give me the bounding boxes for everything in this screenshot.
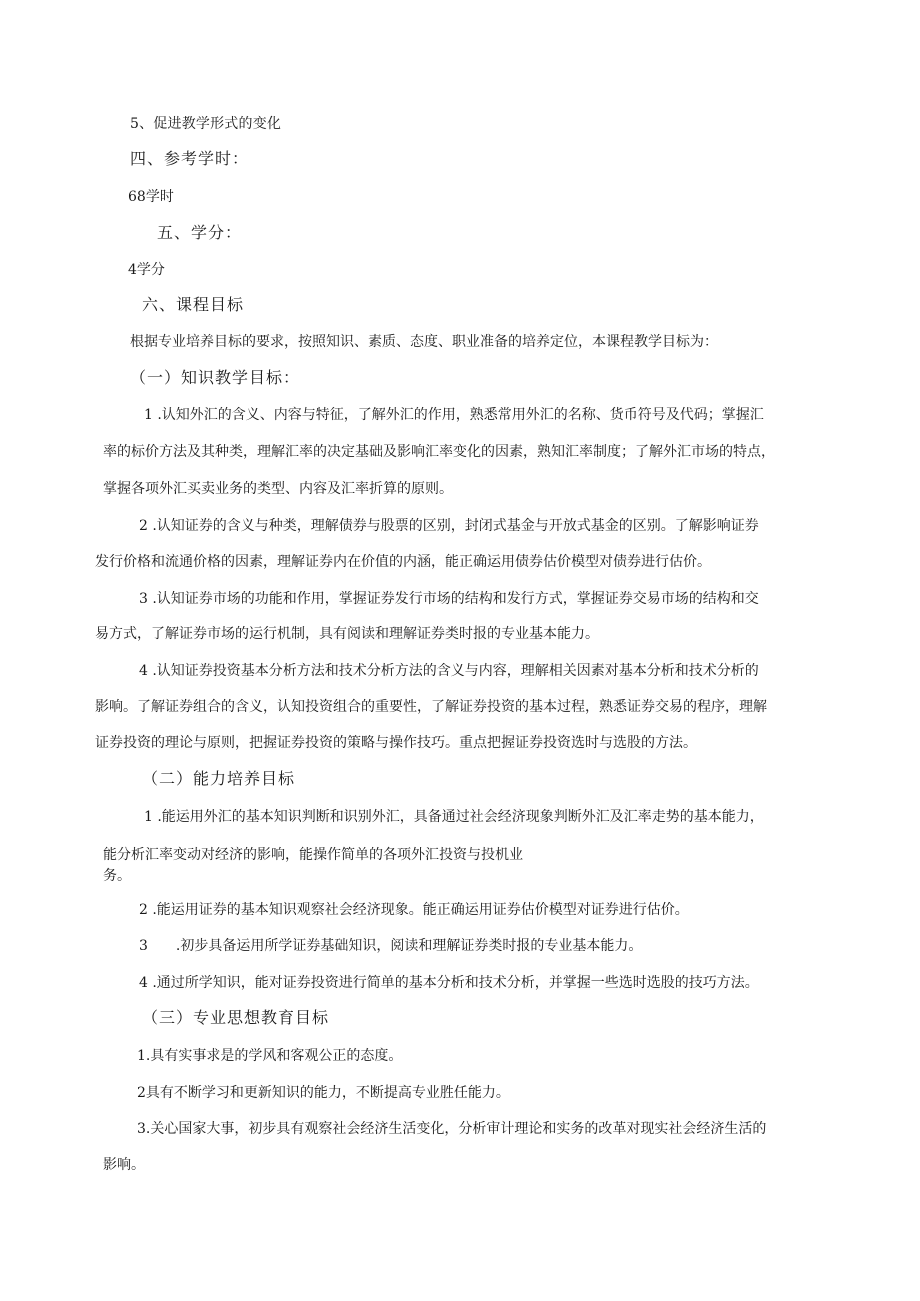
knowledge-goal-4-line-3: 证券投资的理论与原则，把握证券投资的策略与操作技巧。重点把握证券投资选时与选股的方法。	[95, 735, 697, 751]
section-5-heading: 五、学分：	[157, 223, 243, 242]
ideology-goal-1: 1.具有实事求是的学风和客观公正的态度。	[137, 1048, 403, 1064]
ability-goal-1-line-3: 务。	[103, 868, 131, 884]
knowledge-goal-2-line-1: 2 .认知证券的含义与种类，理解债券与股票的区别，封闭式基金与开放式基金的区别。了解影响证券	[139, 518, 759, 534]
knowledge-goal-3-line-1: 3 .认知证券市场的功能和作用，掌握证券发行市场的结构和发行方式，掌握证券交易市场的结构和交	[139, 591, 759, 607]
section-6-intro: 根据专业培养目标的要求，按照知识、素质、态度、职业准备的培养定位，本课程教学目标为：	[130, 334, 718, 350]
ability-goal-1-line-2: 能分析汇率变动对经济的影响，能操作简单的各项外汇投资与投机业	[103, 847, 523, 863]
ideology-goal-3-line-1: 3.关心国家大事，初步具有观察社会经济生活变化，分析审计理论和实务的改革对现实社会经济生活的	[137, 1121, 767, 1137]
item-5-line: 5、促进教学形式的变化	[130, 116, 282, 132]
knowledge-goal-4-line-1: 4 .认知证券投资基本分析方法和技术分析方法的含义与内容，理解相关因素对基本分析和技术分析的	[139, 663, 759, 679]
reference-hours-value: 68学时	[128, 189, 174, 205]
ideology-goal-2: 2具有不断学习和更新知识的能力，不断提高专业胜任能力。	[137, 1085, 510, 1101]
knowledge-goal-4-line-2: 影响。了解证券组合的含义，认知投资组合的重要性，了解证券投资的基本过程，熟悉证券交易的程序，理解	[95, 699, 767, 715]
knowledge-goal-3-line-2: 易方式，了解证券市场的运行机制，具有阅读和理解证券类时报的专业基本能力。	[95, 626, 599, 642]
knowledge-goal-1-line-3: 掌握各项外汇买卖业务的类型、内容及汇率折算的原则。	[103, 481, 453, 497]
knowledge-goal-1-line-1: 1 .认知外汇的含义、内容与特征，了解外汇的作用，熟悉常用外汇的名称、货币符号及代码；掌握汇	[144, 407, 764, 423]
subsection-1-heading: （一）知识教学目标：	[130, 368, 301, 387]
knowledge-goal-2-line-2: 发行价格和流通价格的因素，理解证券内在价值的内涵，能正确运用债券估价模型对债券进行估价。	[95, 554, 711, 570]
ability-goal-4: 4 .通过所学知识，能对证券投资进行简单的基本分析和技术分析，并掌握一些选时选股的技巧方法。	[139, 975, 759, 991]
credits-value: 4学分	[128, 262, 165, 278]
ability-goal-1-line-1: 1 .能运用外汇的基本知识判断和识别外汇，具备通过社会经济现象判断外汇及汇率走势的基本能力，	[144, 809, 764, 825]
knowledge-goal-1-line-2: 率的标价方法及其种类，理解汇率的决定基础及影响汇率变化的因素，熟知汇率制度；了解外汇市场的特点，	[103, 444, 775, 460]
ability-goal-3: 3 .初步具备运用所学证券基础知识，阅读和理解证券类时报的专业基本能力。	[139, 938, 643, 954]
subsection-3-heading: （三）专业思想教育目标	[142, 1008, 330, 1027]
ability-goal-2: 2 .能运用证券的基本知识观察社会经济现象。能正确运用证券估价模型对证券进行估价。	[139, 902, 689, 918]
section-6-heading: 六、课程目标	[142, 295, 245, 314]
subsection-2-heading: （二）能力培养目标	[142, 769, 296, 788]
ideology-goal-3-line-2: 影响。	[103, 1157, 145, 1173]
section-4-heading: 四、参考学时：	[130, 149, 250, 168]
